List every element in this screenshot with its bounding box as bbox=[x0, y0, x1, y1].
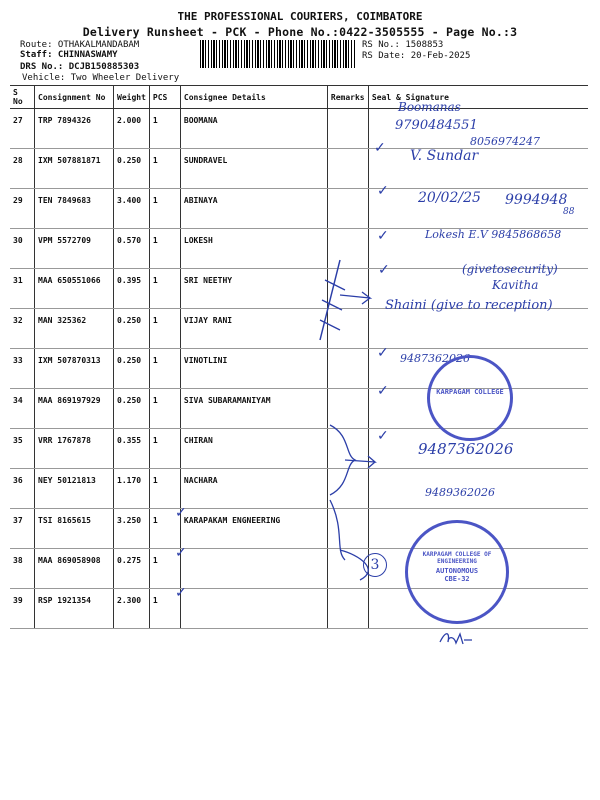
tick-mark: ✓ bbox=[175, 545, 187, 561]
cell-pcs: 1 bbox=[149, 269, 180, 309]
cell-consignee: VIJAY RANI bbox=[180, 309, 327, 349]
cell-sno: 29 bbox=[10, 189, 35, 229]
tick-mark: ✓ bbox=[377, 383, 389, 399]
staff-signature bbox=[436, 628, 476, 650]
cell-signature bbox=[368, 309, 588, 349]
cell-weight: 0.275 bbox=[114, 549, 150, 589]
barcode bbox=[200, 40, 355, 68]
cell-weight: 0.250 bbox=[114, 349, 150, 389]
drs-no: DRS No.: DCJB150885303 bbox=[20, 62, 140, 72]
cell-pcs: 1 bbox=[149, 149, 180, 189]
cell-weight: 0.250 bbox=[114, 149, 150, 189]
cell-pcs: 1 bbox=[149, 389, 180, 429]
cell-consignment-no: VRR 1767878 bbox=[35, 429, 114, 469]
cell-sno: 30 bbox=[10, 229, 35, 269]
tick-mark: ✓ bbox=[377, 345, 389, 361]
cell-weight: 0.250 bbox=[114, 389, 150, 429]
cell-sno: 32 bbox=[10, 309, 35, 349]
cell-pcs: 1 bbox=[149, 589, 180, 629]
tick-mark: ✓ bbox=[377, 183, 389, 199]
tick-mark: ✓ bbox=[378, 262, 390, 278]
table-row bbox=[10, 189, 588, 229]
table-row bbox=[10, 309, 588, 349]
cell-consignee: ABINAYA bbox=[180, 189, 327, 229]
hw-r29-phone: 9994948 bbox=[505, 192, 568, 208]
cell-pcs: 1 bbox=[149, 229, 180, 269]
cell-consignee: BOOMANA bbox=[180, 109, 327, 149]
cell-consignee: NACHARA bbox=[180, 469, 327, 509]
col-weight: Weight bbox=[114, 86, 150, 109]
col-sno: S No bbox=[10, 86, 35, 109]
cell-weight: 0.395 bbox=[114, 269, 150, 309]
cell-sno: 31 bbox=[10, 269, 35, 309]
hw-r31-name: Kavitha bbox=[492, 278, 539, 292]
runsheet-title: Delivery Runsheet - PCK - Phone No.:0422-3505555 - Page No.:3 bbox=[82, 25, 518, 39]
cell-sno: 39 bbox=[10, 589, 35, 629]
cell-sno: 37 bbox=[10, 509, 35, 549]
hw-r28-phone: 8056974247 bbox=[470, 135, 540, 148]
cell-weight: 0.570 bbox=[114, 229, 150, 269]
cell-sno: 27 bbox=[10, 109, 35, 149]
tick-mark: ✓ bbox=[374, 140, 386, 156]
tick-mark: ✓ bbox=[175, 585, 187, 601]
cell-consignee: KARAPAKAM ENGNEERING bbox=[180, 509, 327, 549]
cell-consignment-no: RSP 1921354 bbox=[35, 589, 114, 629]
table-row bbox=[10, 469, 588, 509]
cell-sno: 28 bbox=[10, 149, 35, 189]
cell-consignee: SUNDRAVEL bbox=[180, 149, 327, 189]
hw-r29-date: 20/02/25 bbox=[418, 190, 481, 206]
cell-consignment-no: MAA 650551066 bbox=[35, 269, 114, 309]
table-row bbox=[10, 509, 588, 549]
table-row bbox=[10, 149, 588, 189]
cell-sno: 33 bbox=[10, 349, 35, 389]
col-remarks: Remarks bbox=[327, 86, 368, 109]
cell-pcs: 1 bbox=[149, 109, 180, 149]
cell-weight: 1.170 bbox=[114, 469, 150, 509]
cell-consignment-no: TSI 8165615 bbox=[35, 509, 114, 549]
table-header-row bbox=[10, 86, 588, 109]
tick-mark: ✓ bbox=[377, 428, 389, 444]
cell-weight: 3.250 bbox=[114, 509, 150, 549]
cell-sno: 35 bbox=[10, 429, 35, 469]
hw-r30: Lokesh E.V 9845868658 bbox=[425, 228, 562, 241]
col-signature: Seal & Signature bbox=[368, 86, 588, 109]
cell-weight: 0.355 bbox=[114, 429, 150, 469]
cell-consignment-no: MAA 869197929 bbox=[35, 389, 114, 429]
hw-r29-suffix: 88 bbox=[563, 207, 575, 217]
cell-weight: 2.300 bbox=[114, 589, 150, 629]
cell-consignment-no: MAN 325362 bbox=[35, 309, 114, 349]
cell-sno: 36 bbox=[10, 469, 35, 509]
tick-mark: ✓ bbox=[175, 505, 187, 521]
cell-consignment-no: VPM 5572709 bbox=[35, 229, 114, 269]
cell-pcs: 1 bbox=[149, 549, 180, 589]
cell-weight: 0.250 bbox=[114, 309, 150, 349]
cell-pcs: 1 bbox=[149, 469, 180, 509]
cell-remarks bbox=[327, 189, 368, 229]
hw-r27-name: Boomanas bbox=[398, 100, 461, 114]
tick-mark: ✓ bbox=[377, 228, 389, 244]
hw-r27-phone: 9790484551 bbox=[395, 118, 478, 133]
hw-r35: 9487362026 bbox=[418, 440, 514, 458]
cell-sno: 38 bbox=[10, 549, 35, 589]
cell-consignee: SRI NEETHY bbox=[180, 269, 327, 309]
cell-weight: 3.400 bbox=[114, 189, 150, 229]
circled-count: 3 bbox=[363, 553, 387, 577]
cell-consignee: SIVA SUBARAMANIYAM bbox=[180, 389, 327, 429]
cell-consignee: CHIRAN bbox=[180, 429, 327, 469]
cell-pcs: 1 bbox=[149, 509, 180, 549]
rs-date: RS Date: 20-Feb-2025 bbox=[362, 51, 471, 61]
hw-r31-note: (givetosecurity) bbox=[462, 262, 558, 276]
staff: Staff: CHINNASWAMY bbox=[20, 50, 118, 60]
rs-no: RS No.: 1508853 bbox=[362, 40, 444, 50]
cell-consignment-no: IXM 507881871 bbox=[35, 149, 114, 189]
college-stamp-small: KARPAGAM COLLEGE bbox=[427, 355, 513, 441]
cell-consignment-no: TEN 7849683 bbox=[35, 189, 114, 229]
cell-consignee: LOKESH bbox=[180, 229, 327, 269]
cell-consignment-no: MAA 869058908 bbox=[35, 549, 114, 589]
company-title: THE PROFESSIONAL COURIERS, COIMBATORE bbox=[177, 10, 423, 23]
cell-weight: 2.000 bbox=[114, 109, 150, 149]
col-consignee: Consignee Details bbox=[180, 86, 327, 109]
cell-consignment-no: NEY 50121813 bbox=[35, 469, 114, 509]
col-consignment: Consignment No bbox=[35, 86, 114, 109]
cell-sno: 34 bbox=[10, 389, 35, 429]
cell-signature bbox=[368, 149, 588, 189]
route: Route: OTHAKALMANDABAM bbox=[20, 40, 140, 50]
college-stamp-large: KARPAGAM COLLEGE OF ENGINEERING AUTONOMOUS CBE-32 bbox=[405, 520, 509, 624]
vehicle: Vehicle: Two Wheeler Delivery bbox=[22, 73, 180, 83]
cell-consignee: VINOTLINI bbox=[180, 349, 327, 389]
cell-pcs: 1 bbox=[149, 309, 180, 349]
hw-r33: 9487362026 bbox=[400, 352, 470, 365]
cell-pcs: 1 bbox=[149, 429, 180, 469]
cell-consignment-no: TRP 7894326 bbox=[35, 109, 114, 149]
hw-r36: 9489362026 bbox=[425, 486, 495, 499]
cell-consignment-no: IXM 507870313 bbox=[35, 349, 114, 389]
cell-remarks bbox=[327, 149, 368, 189]
cell-pcs: 1 bbox=[149, 349, 180, 389]
cell-pcs: 1 bbox=[149, 189, 180, 229]
cell-remarks bbox=[327, 109, 368, 149]
hw-r28-sign: V. Sundar bbox=[410, 148, 479, 164]
col-pcs: PCS bbox=[149, 86, 180, 109]
hw-r32: Shaini (give to reception) bbox=[385, 298, 553, 313]
